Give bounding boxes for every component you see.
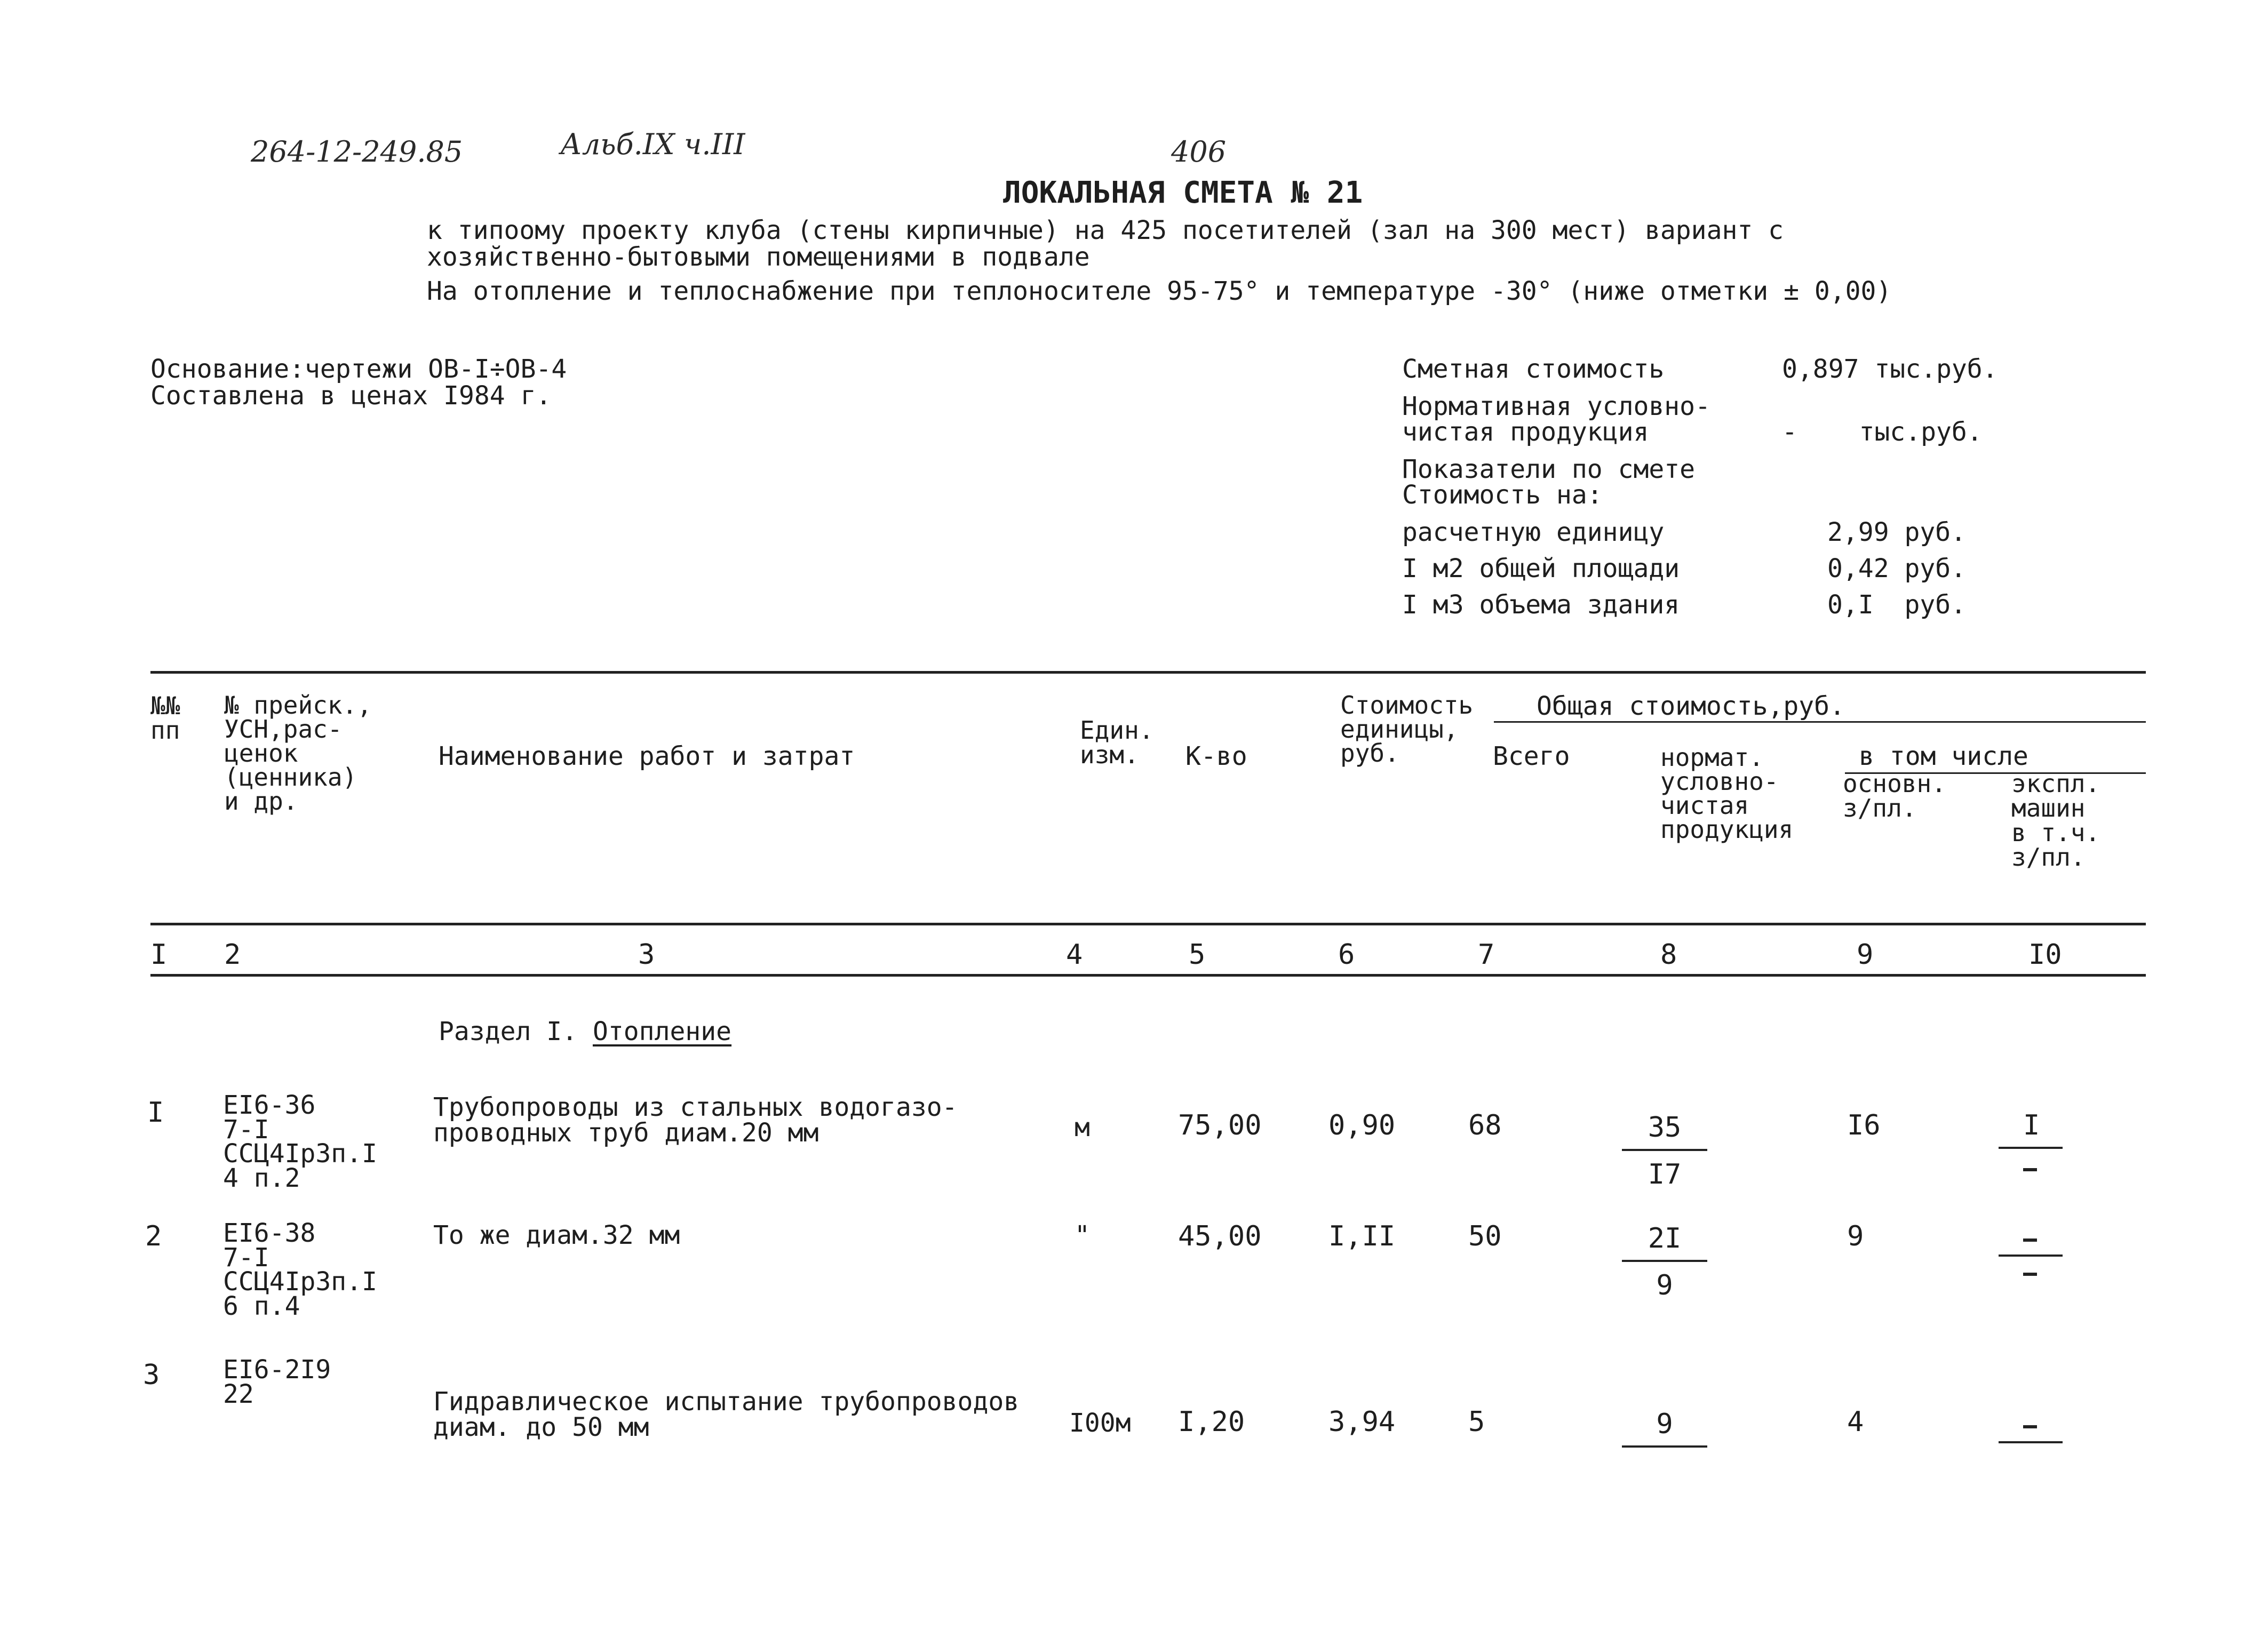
header-row-number: №№ пп (150, 691, 180, 745)
norm-denominator: I7 (1648, 1158, 1682, 1190)
header-base-wage: основн. з/пл. (1843, 769, 1946, 822)
row-number: 3 (143, 1359, 160, 1391)
row-machine-rule (1999, 1255, 2063, 1257)
table-top-rule (150, 671, 2146, 674)
row-total: 50 (1468, 1220, 1502, 1252)
row-machine-rule (1999, 1147, 2063, 1149)
column-number: 3 (638, 939, 655, 971)
row-quantity: I,20 (1178, 1406, 1245, 1438)
summary-m2-label: I м2 общей площади (1402, 554, 1680, 584)
basis-drawings: Основание:чертежи ОВ-I÷ОВ-4 (150, 354, 567, 384)
row-norm-product (1622, 1408, 1707, 1448)
summary-norm-label-2: чистая продукция (1402, 417, 1649, 447)
row-norm-product (1622, 1222, 1707, 1301)
norm-numerator: 9 (1622, 1408, 1707, 1448)
column-number: 9 (1857, 939, 1874, 971)
header-work-name: Наименование работ и затрат (439, 741, 855, 771)
row-price-code: EI6-38 7-I ССЦ4IрЗп.I 6 п.4 (223, 1218, 377, 1321)
section-name: Отопление (592, 1017, 732, 1046)
basis-prices: Составлена в ценах I984 г. (150, 381, 552, 411)
norm-denominator: 9 (1656, 1269, 1673, 1301)
row-unit: I00м (1069, 1408, 1131, 1438)
row-machine-dash (2023, 1273, 2037, 1276)
norm-numerator: 2I (1622, 1222, 1707, 1262)
row-total: 5 (1468, 1406, 1485, 1438)
row-norm-product (1622, 1112, 1707, 1190)
row-machine-rule (1999, 1441, 2063, 1443)
row-work-name: То же диам.32 мм (433, 1220, 680, 1250)
column-number: 6 (1338, 939, 1355, 971)
subtitle-line-1: к типоому проекту клуба (стены кирпичные) на 425 посетителей (зал на 300 мест) вариант с (427, 215, 1784, 245)
header-norm-product: нормат. условно- чистая продукция (1660, 743, 1794, 844)
norm-numerator: 35 (1622, 1112, 1707, 1151)
header-price-code: № прейск., УСН,рас- ценок (ценника) и др. (224, 691, 372, 816)
summary-unit-label: расчетную единицу (1402, 517, 1665, 547)
summary-unit-value: 2,99 руб. (1827, 517, 1967, 547)
column-number: I (150, 939, 168, 971)
row-base-wage: I6 (1847, 1109, 1881, 1141)
total-cost-group-rule (1494, 721, 2146, 723)
subtitle-line-3: На отопление и теплоснабжение при теплоносителе 95-75° и температуре -30° (ниже отметки ± 0,00) (427, 276, 1892, 306)
header-machine-operation: экспл. машин в т.ч. з/пл. (2011, 769, 2100, 872)
column-number: 2 (224, 939, 241, 971)
header-quantity: К-во (1185, 741, 1247, 771)
column-number: I0 (2028, 939, 2062, 971)
section-heading (439, 1019, 731, 1044)
section-prefix: Раздел I. (439, 1017, 593, 1046)
row-unit: " (1075, 1220, 1090, 1250)
summary-norm-label-1: Нормативная условно- (1402, 391, 1710, 421)
header-unit: Един. изм. (1080, 716, 1154, 769)
subtitle-line-2: хозяйственно-бытовыми помещениями в подвале (427, 242, 1090, 272)
row-price-code: EI6-36 7-I ССЦ4IрЗп.I 4 п.2 (223, 1090, 377, 1193)
summary-m2-value: 0,42 руб. (1827, 554, 1967, 584)
column-number: 7 (1478, 939, 1495, 971)
summary-cost-value: 0,897 тыс.руб. (1782, 354, 1998, 384)
row-unit: м (1075, 1113, 1090, 1142)
column-number: 4 (1066, 939, 1083, 971)
row-base-wage: 9 (1847, 1220, 1864, 1252)
handwritten-project-number: 264-12-249.85 (251, 135, 463, 169)
column-number: 5 (1189, 939, 1206, 971)
row-machine-value: I (2023, 1109, 2040, 1141)
summary-norm-value: - тыс.руб. (1782, 417, 1983, 447)
row-quantity: 75,00 (1178, 1109, 1262, 1141)
row-unit-cost: 0,90 (1328, 1109, 1396, 1141)
summary-indicators-label: Показатели по смете (1402, 454, 1696, 484)
row-total: 68 (1468, 1109, 1502, 1141)
header-unit-cost: Стоимость единицы, руб. (1340, 691, 1474, 768)
row-number: 2 (145, 1220, 162, 1252)
row-price-code: EI6-2I9 22 (223, 1355, 331, 1409)
summary-cost-on-label: Стоимость на: (1402, 480, 1603, 510)
row-quantity: 45,00 (1178, 1220, 1262, 1252)
header-total-cost-group: Общая стоимость,руб. (1537, 691, 1845, 721)
summary-m3-value: 0,I руб. (1827, 590, 1967, 620)
header-total: Всего (1493, 741, 1570, 771)
column-numbers-rule (150, 974, 2146, 977)
summary-m3-label: I м3 объема здания (1402, 590, 1680, 620)
header-including-group: в том числе (1859, 741, 2028, 771)
row-machine-dash (2023, 1425, 2037, 1428)
summary-cost-label: Сметная стоимость (1402, 354, 1665, 384)
handwritten-page-number: 406 (1171, 135, 1227, 169)
row-work-name: Гидравлическое испытание трубопроводов диам. до 50 мм (433, 1387, 1020, 1442)
row-machine-dash (2023, 1239, 2037, 1242)
header-bottom-rule (150, 923, 2146, 925)
row-machine-dash (2023, 1168, 2037, 1171)
row-number: I (147, 1097, 164, 1129)
row-base-wage: 4 (1847, 1406, 1864, 1438)
document-title: ЛОКАЛЬНАЯ СМЕТА № 21 (1003, 175, 1363, 210)
row-unit-cost: I,II (1328, 1220, 1396, 1252)
column-number: 8 (1660, 939, 1677, 971)
row-work-name: Трубопроводы из стальных водогазо- проводных труб диам.20 мм (433, 1092, 958, 1148)
row-unit-cost: 3,94 (1328, 1406, 1396, 1438)
handwritten-album-ref: Альб.IX ч.III (560, 127, 745, 161)
